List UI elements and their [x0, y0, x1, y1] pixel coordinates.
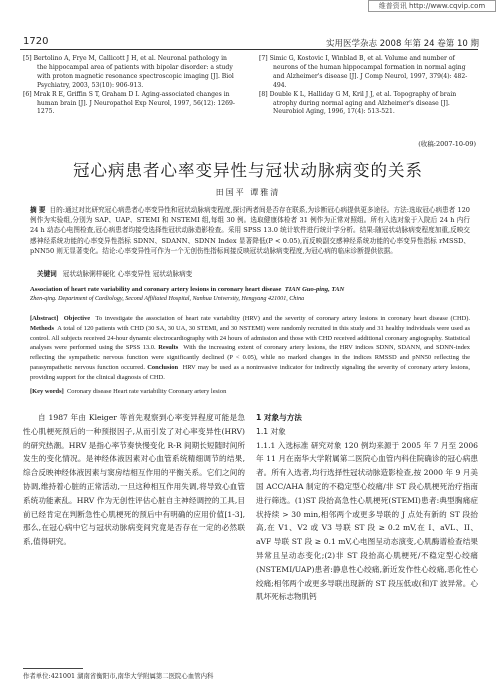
objective-text: To investigate the association of heart rate variability (HRV) and the severity of coronary artery lesions in coronary heart disease (CHD).: [95, 315, 471, 322]
references-right: [259, 55, 477, 117]
english-affiliation: Zhen-qing. Department of Cardiology, Second Affiliated Hospital, Nanhua University, Hengyang 421001, China: [30, 296, 305, 302]
body-paragraph: 1.1.1 入选标准 研究对象 120 例均来源于 2005 年 7 月至 2006 年 11 月在南华大学附属第二医院心血管内科住院确诊的冠心病患者。所有入选者,均行选择性冠状动脉造影检查,按 2000 年 9 月美国 ACC/AHA 制定的不稳定型心绞痛/非 ST 段心肌梗死治疗指南进行筛选。(1)ST 段抬高急性心肌梗死(STEMI)患者:典型胸痛症状持续 > 30 min,相邻两个或更多导联的 J 点处有新的 ST 段抬高,在 V1、V2 或 V3 导联 ST 段 ≥ 0.2 mV,在 I、aVL、II、aVF 导联 ST 段 ≥ 0.1 mV,心电图呈动态演变,心肌酶谱检查结果异常且呈动态变化;(2)非 ST 段抬高心肌梗死/不稳定型心绞痛(NSTEMI/UAP)患者:静息性心绞痛,新近发作性心绞痛,恶化性心绞痛;相邻两个或更多导联出现新的 ST 段压低或(和)T 波异常。心肌坏死标志物肌钙: [256, 440, 478, 602]
references-left: [23, 55, 237, 117]
conclusion-label: Conclusion: [147, 363, 179, 371]
en-keywords-text: Coronary disease Heart rate variability Coronary artery lesion: [67, 388, 227, 395]
results-text: With the increasing extent of coronary artery lesions, the HRV indices SDNN, SDANN, and SDNN-index reflecting the sympathetic nervous function were significantly declined (P < 0.05), while no marked changes in the indices RMSSD and pNN50 reflecting the parasympathetic nervous function occurred.: [30, 344, 470, 371]
english-abstract: [30, 314, 470, 383]
subsection-heading: 1.1 对象: [256, 426, 286, 436]
methods-label: Methods: [30, 324, 54, 332]
english-keywords: [30, 388, 226, 395]
article-authors: 田国平 谭雅清: [215, 188, 281, 197]
received-date: (收稿:2007-10-09): [418, 140, 476, 148]
body-column-right: [256, 411, 478, 604]
reference-item: [7] Simic G, Kostovic I, Winblad B, et al. Volume and number of neurons of the human hippocampal formation in normal aging and Alzheimer's disease [J]. J Comp Neurol, 1997, 379(4): 482-494.: [259, 55, 468, 89]
abstract-label: 摘 要: [30, 206, 46, 214]
watermark: 维普资讯 http://www.cqvip.com: [368, 0, 496, 12]
results-label: Results: [158, 344, 179, 352]
en-keywords-label: [Key words]: [30, 388, 64, 395]
english-title-authors: TIAN Guo-ping, TAN: [284, 286, 345, 293]
reference-item: [8] Double K L, Halliday G M, Kril J J, et al. Topography of brain atrophy during normal aging and Alzheimer's disease [J]. Neurobiol Aging, 1996, 17(4): 513-521.: [259, 90, 457, 116]
keywords-text: 冠状动脉粥样硬化 心率变异性 冠状动脉病变: [62, 270, 193, 278]
footnote-rule: [23, 668, 83, 669]
body-paragraph: 自 1987 年由 Kleiger 等首先观察到心率变异程度可能是急性心肌梗死预后的一种预报因子,从而引发了对心率变异性(HRV)的研究热潮。HRV 是指心率节奏快慢变化 R-R 间期长短随时间所发生的变化情况。是神经体液因素对心血管系统精细调节的结果,综合反映神经体液因素与窦房结相互作用的平衡关系。它们之间的协调,维持着心脏的正常活动,一旦这种相互作用失调,将导致心血管系统功能紊乱。HRV 作为无创性评估心脏自主神经调控的工具,目前已经肯定在判断急性心肌梗死的预后中有明确的应用价值[1-3],那么,在冠心病中它与冠状动脉病变间究竟是否存在一定的必然联系,值得研究。: [23, 413, 245, 547]
chinese-keywords: [37, 268, 192, 278]
page-number: 1720: [23, 36, 49, 47]
section-heading: 1 对象与方法: [256, 413, 302, 422]
keywords-label: 关键词: [37, 270, 57, 278]
footnote: 作者单位:421001 湖南省衡阳市,南华大学附属第二医院心血管内科: [23, 672, 214, 680]
english-title: [30, 285, 470, 294]
body-column-left: [23, 411, 245, 549]
abstract-text: 目的:通过对比研究冠心病患者心率变异性和冠状动脉病变程度,探讨两者间是否存在联系,为诊断冠心病提供更多途径。方法:选取冠心病患者 120 例作为实验组,分别为 SAP、UAP、STEMI 和 NSTEMI 组,每组 30 例。选取健康体检者 31 例作为正常对照组。所有入选对象于入院后 24 h 内行 24 h 动态心电图检查,冠心病患者均接受选择性冠状动脉造影检查。采用 SPSS 13.0 统计软件进行统计学分析。结果:随冠状动脉病变程度加重,反映交感神经系统功能的心率变异性指标 SDNN、SDANN、SDNN Index 显著降低(P < 0.05),而反映副交感神经系统功能的心率变异性指标 rMSSD、pNN50 则无显著变化。结论:心率变异性可作为一个无创伤性指标间接反映冠状动脉病变程度,为冠心病的临床诊断提供依据。: [30, 206, 470, 255]
en-abstract-label: [Abstract]: [30, 315, 59, 322]
reference-item: [6] Mrak R E, Griffin S T, Graham D I. Aging-associated changes in human brain [J]. J Neuropathol Exp Neurol, 1997, 56(12): 1269-1275.: [23, 90, 235, 116]
conclusion-text: HRV may be used as a noninvasive indicator for indirectly signaling the severity of coronary artery lesions, providing support for the clinical diagnosis of CHD.: [30, 363, 470, 381]
reference-item: [5] Bertolino A, Frye M, Callicott J H, et al. Neuronal pathology in the hippocampal area of patients with bipolar disorder: a study with proton magnetic resonance spectroscopic imaging [J]. Biol Psychiatry, 2003, 53(10): 906-913.: [23, 55, 234, 89]
objective-label: Objective: [63, 315, 91, 322]
article-title: 冠心病患者心率变异性与冠状动脉病变的关系: [73, 161, 423, 180]
english-title-text: Association of heart rate variability and coronary artery lesions in coronary heart disease: [30, 286, 282, 293]
header-rule: [20, 49, 478, 50]
methods-text: A total of 120 patients with CHD (30 SA, 30 UA, 30 STEMI, and 30 NSTEMI) were randomly recruited in this study and 31 healthy individuals were used as control. All subjects received 24-hour dynamic electrocardiography with 24 hours of admission and those with CHD received additional coronary angiography. Statistical analyses were performed using the SPSS 13.0.: [30, 324, 471, 352]
journal-header: 实用医学杂志 2008 年第 24 卷第 10 期: [326, 39, 479, 49]
chinese-abstract: [30, 205, 470, 256]
